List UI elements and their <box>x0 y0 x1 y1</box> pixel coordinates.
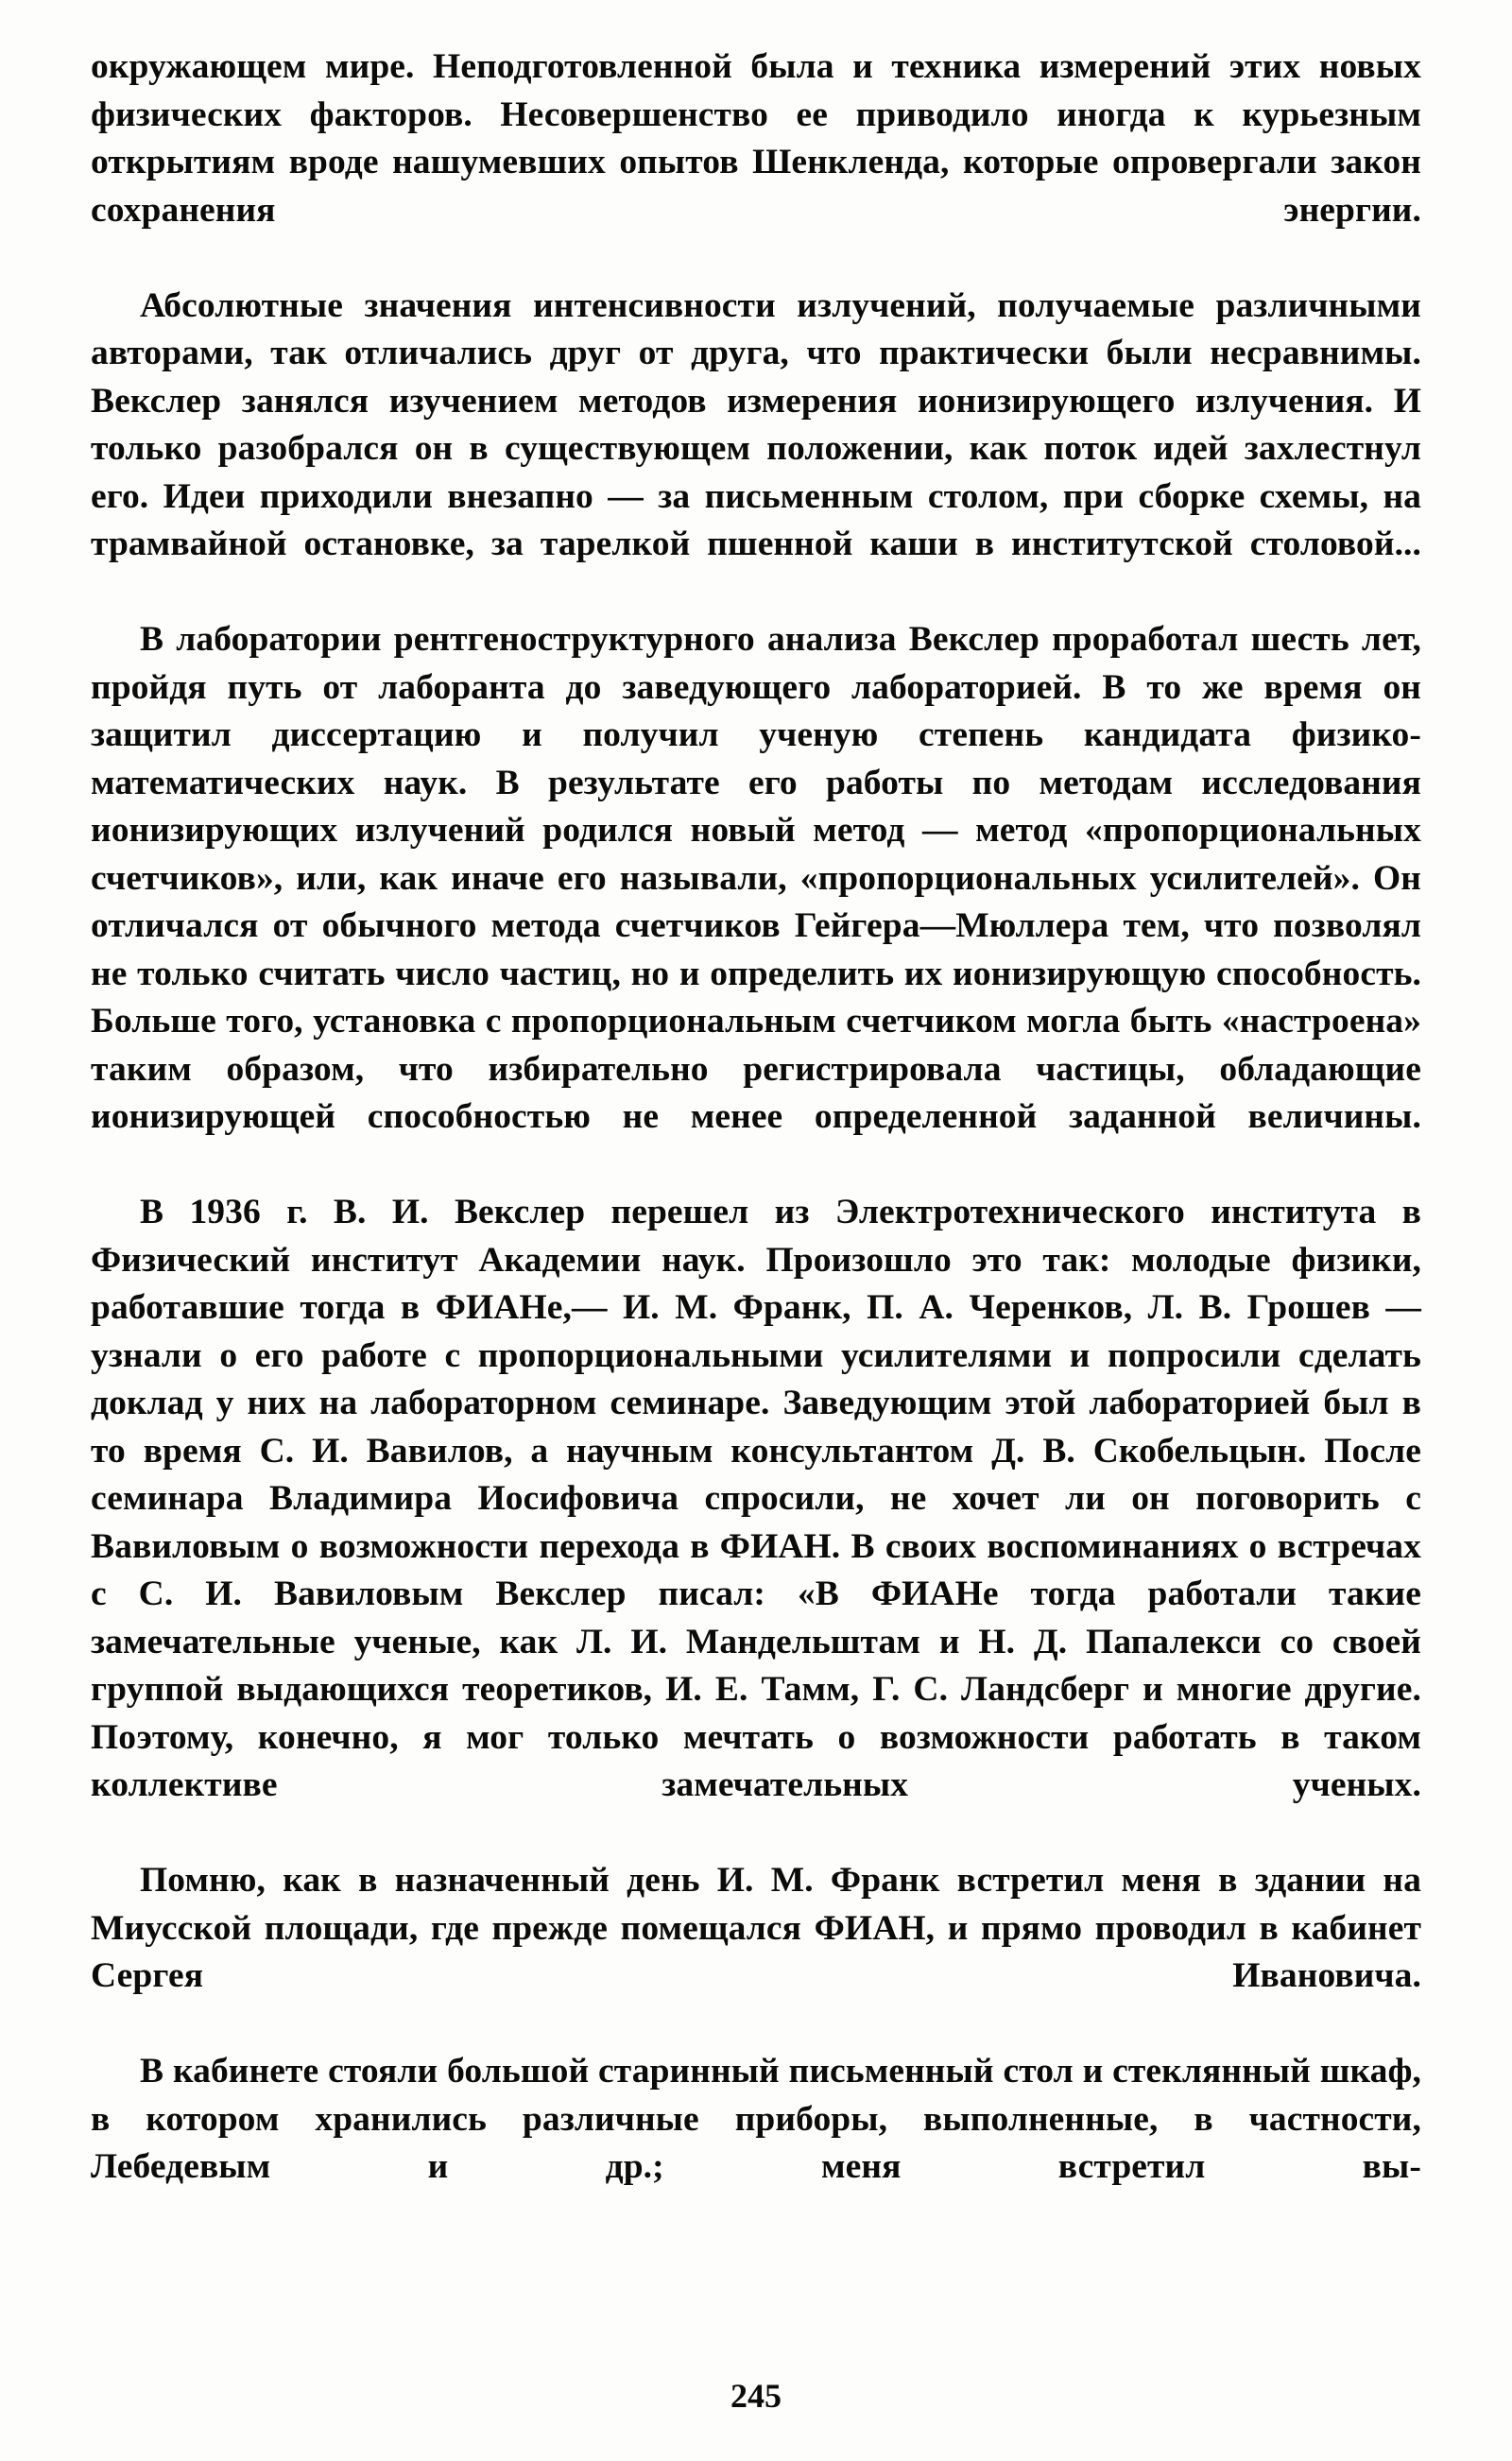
paragraph: окружающем мире. Неподготовленной была и техника измерений этих новых физических факторов. Несовершенство ее приводило иногда к курьезным открытиям вроде нашумевших опытов Шенкленда, которые опровергали закон сохранения энергии. <box>91 47 1421 230</box>
page-number: 245 <box>730 2377 782 2415</box>
paragraph: В 1936 г. В. И. Векслер перешел из Электротехнического института в Физический институт Академии наук. Произошло это так: молодые физики, работавшие тогда в ФИАНе,— И. М. Франк, П. А. Черенков, Л. В. Грошев — узнали о его работе с пропорциональными усилителями и попросили сделать доклад у них на лабораторном семинаре. Заведующим этой лабораторией был в то время С. И. Вавилов, а научным консультантом Д. В. Скобельцын. После семинара Владимира Иосифовича спросили, не хочет ли он поговорить с Вавиловым о возможности перехода в ФИАН. В своих воспоминаниях о встречах с С. И. Вавиловым Векслер писал: «В ФИАНе тогда работали такие замечательные ученые, как Л. И. Мандельштам и Н. Д. Папалекси со своей группой выдающихся теоретиков, И. Е. Тамм, Г. С. Ландсберг и многие другие. Поэтому, конечно, я мог только мечтать о возможности работать в таком коллективе замечательных ученых. <box>91 1193 1421 1804</box>
paragraph: В кабинете стояли большой старинный письменный стол и стеклянный шкаф, в котором хранились различные приборы, выполненные, в частности, Лебедевым и др.; меня встретил вы- <box>91 2052 1421 2186</box>
paragraph: Помню, как в назначенный день И. М. Франк встретил меня в здании на Миусской площади, где прежде помещался ФИАН, и прямо проводил в кабинет Сергея Ивановича. <box>91 1861 1421 1995</box>
paragraph: Абсолютные значения интенсивности излучений, получаемые различными авторами, так отличались друг от друга, что практически были несравнимы. Векслер занялся изучением методов измерения ионизирующего излучения. И только разобрался он в существующем положении, как поток идей захлестнул его. Идеи приходили внезапно — за письменным столом, при сборке схемы, на трамвайной остановке, за тарелкой пшенной каши в институтской столовой... <box>91 285 1421 563</box>
page-text-body <box>91 43 1421 2239</box>
paragraph: В лаборатории рентгеноструктурного анализа Векслер проработал шесть лет, пройдя путь от лаборанта до заведующего лабораторией. В то же время он защитил диссертацию и получил ученую степень кандидата физико-математических наук. В результате его работы по методам исследования ионизирующих излучений родился новый метод — метод «пропорциональных счетчиков», или, как иначе его называли, «пропорциональных усилителей». Он отличался от обычного метода счетчиков Гейгера—Мюллера тем, что позволял не только считать число частиц, но и определить их ионизирующую способность. Больше того, установка с пропорциональным счетчиком могла быть «настроена» таким образом, что избирательно регистрировала частицы, обладающие ионизирующей способностью не менее определенной заданной величины. <box>91 620 1421 1136</box>
